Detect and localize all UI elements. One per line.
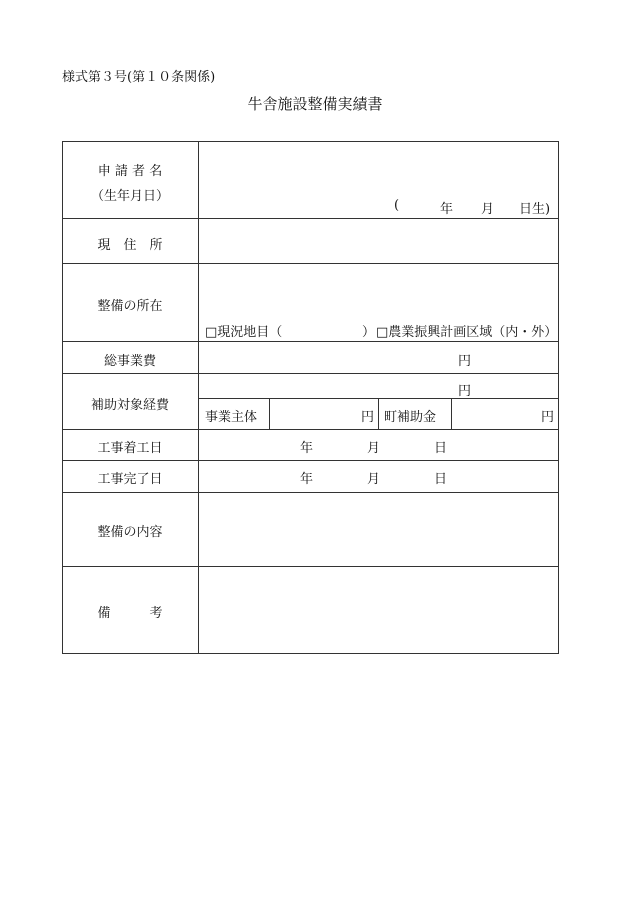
form-number: 様式第３号(第１０条関係) xyxy=(62,70,216,85)
end-month-unit: 月 xyxy=(367,472,381,487)
start-date-label: 工事着工日 xyxy=(97,441,163,456)
cell-divider xyxy=(269,398,270,429)
end-date-label: 工事完了日 xyxy=(97,472,163,487)
remarks-label: 備 考 xyxy=(97,606,163,621)
row-divider xyxy=(62,218,559,219)
row-divider xyxy=(62,429,559,430)
start-month-unit: 月 xyxy=(367,441,381,456)
subsidy-cost-unit: 円 xyxy=(458,384,472,399)
column-divider xyxy=(198,141,199,654)
land-close-paren: ） xyxy=(362,325,376,340)
total-cost-unit: 円 xyxy=(458,354,472,369)
applicant-name-field[interactable] xyxy=(199,142,558,196)
row-divider xyxy=(62,341,559,342)
birth-day-unit: 日生) xyxy=(519,202,551,217)
row-divider xyxy=(62,566,559,567)
town-subsidy-unit: 円 xyxy=(541,410,555,425)
row-divider xyxy=(62,460,559,461)
end-year-unit: 年 xyxy=(300,472,314,487)
content-label: 整備の内容 xyxy=(97,525,163,540)
location-label: 整備の所在 xyxy=(97,299,163,314)
start-year-unit: 年 xyxy=(300,441,314,456)
birthdate-open-paren: ( xyxy=(394,198,400,213)
row-divider xyxy=(62,492,559,493)
birth-year-unit: 年 xyxy=(440,202,454,217)
cell-divider xyxy=(451,398,452,429)
current-land-checkbox[interactable]: □現況地目（ xyxy=(205,325,283,340)
operator-cost-unit: 円 xyxy=(361,410,375,425)
end-day-unit: 日 xyxy=(434,472,448,487)
town-subsidy-label: 町補助金 xyxy=(384,410,437,425)
birth-month-unit: 月 xyxy=(481,202,495,217)
birthdate-label: （生年月日） xyxy=(90,189,169,204)
row-divider xyxy=(62,263,559,264)
operator-label: 事業主体 xyxy=(205,410,258,425)
document-title: 牛舎施設整備実績書 xyxy=(247,95,383,113)
applicant-name-label: 申 請 者 名 xyxy=(97,164,163,179)
row-divider xyxy=(62,373,559,374)
agri-zone-checkbox[interactable]: □農業振興計画区域（内・外） xyxy=(376,325,558,340)
start-day-unit: 日 xyxy=(434,441,448,456)
cell-divider xyxy=(378,398,379,429)
total-cost-label: 総事業費 xyxy=(103,354,156,369)
subsidy-cost-label: 補助対象経費 xyxy=(90,398,169,413)
address-label: 現 住 所 xyxy=(97,238,163,253)
